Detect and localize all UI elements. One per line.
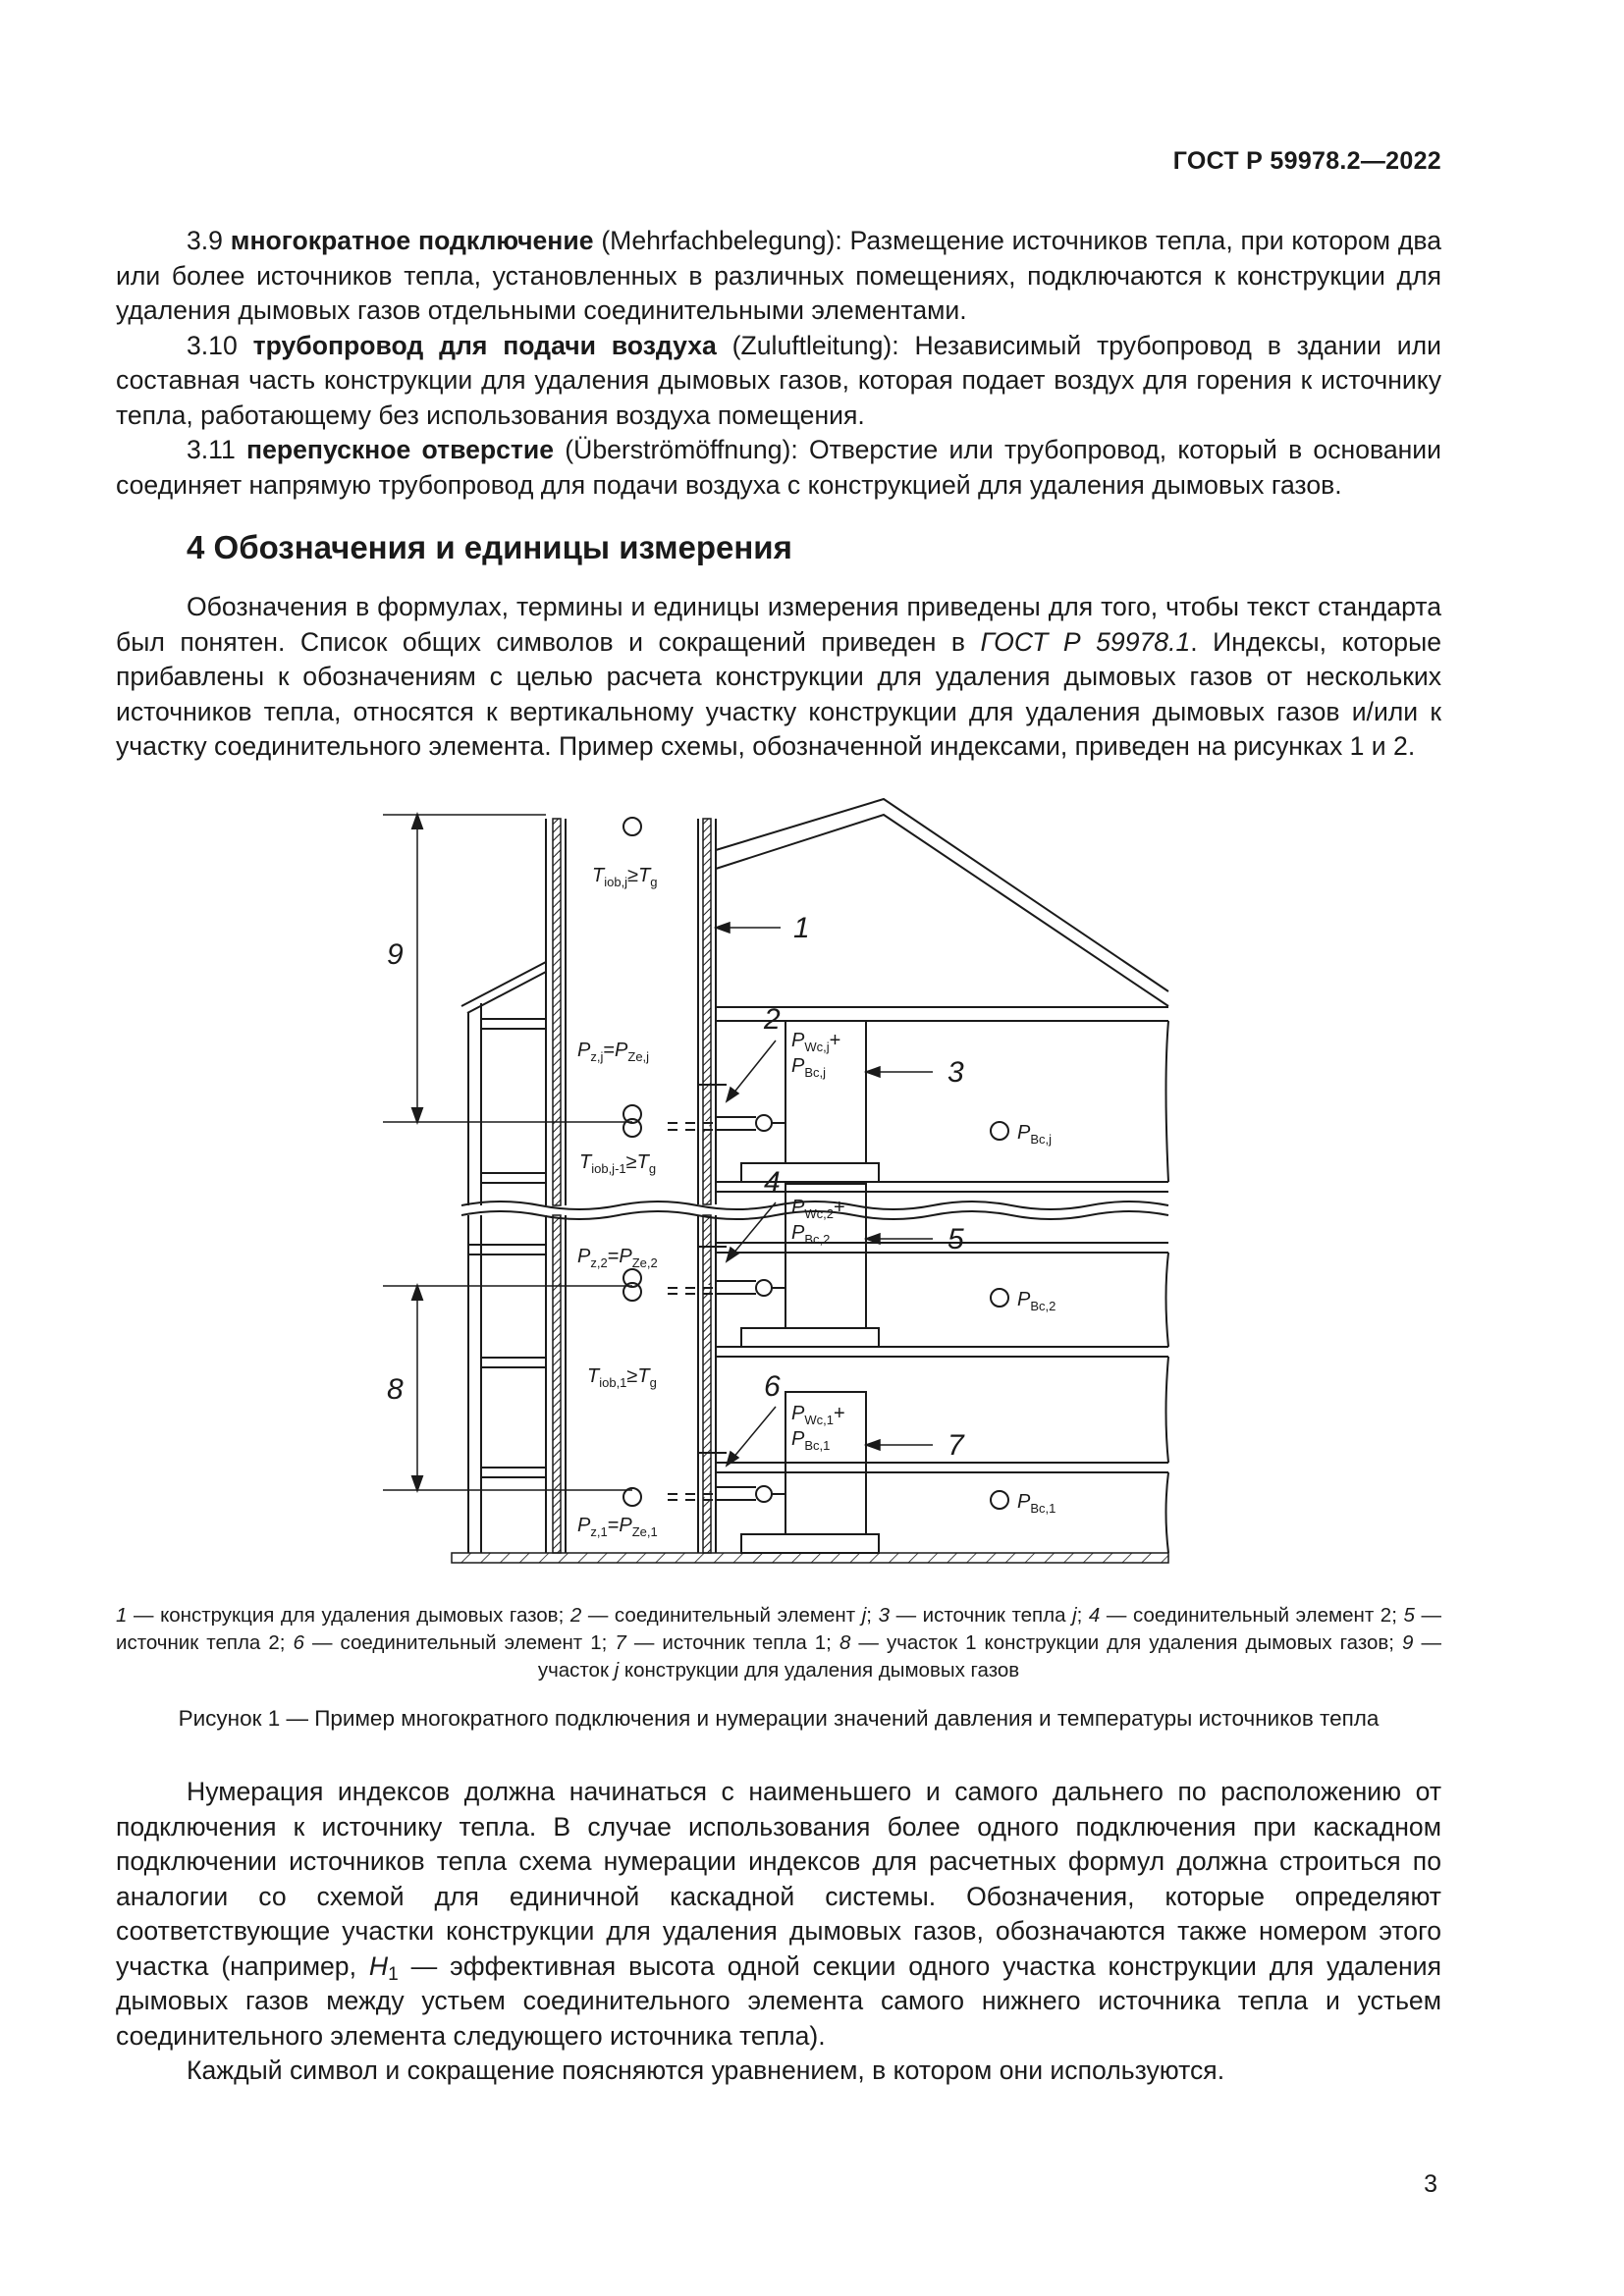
- label-p-bc-2-source: $P_{Bc,2}$: [791, 1222, 831, 1247]
- definition-term: перепускное отверстие: [246, 435, 555, 464]
- callout-3: 3: [947, 1056, 964, 1089]
- label-p-bc-2-room: $P_{Bc,2}$: [1017, 1289, 1056, 1313]
- label-p-bc-1-source: $P_{Bc,1}$: [791, 1428, 831, 1453]
- callout-8: 8: [387, 1373, 404, 1406]
- label-p-wc-2: $P_{Wc,2}+$: [791, 1197, 845, 1221]
- definition-3-11: 3.11 перепускное отверстие (Überströmöffnung): Отверстие или трубопровод, который в основании соединяет напрямую трубопровод для подачи воздуха с конструкцией для удаления дымовых газов.: [116, 435, 1442, 500]
- dimension-9: [383, 815, 632, 1122]
- page-number: 3: [1424, 2170, 1437, 2198]
- callout-5: 5: [947, 1223, 964, 1255]
- definition-3-10: 3.10 трубопровод для подачи воздуха (Zuluftleitung): Независимый трубопровод в здании или составная часть конструкции для удаления дымовых газов, которая подает воздух для горения к источнику тепла, работающему без использования воздуха помещения.: [116, 330, 1442, 430]
- figure-caption: Рисунок 1 — Пример многократного подключения и нумерации значений давления и температуры источников тепла: [178, 1706, 1380, 1731]
- paragraph: Нумерация индексов должна начинаться с наименьшего и самого дальнего по расположению от подключения к источнику тепла. В случае использования более одного подключения при каскадном подключении источников тепла схема нумерации индексов для расчетных формул должна строиться по аналогии со схемой для единичной каскадной системы. Обозначения, которые определяют соответствующие участки конструкции для удаления дымовых газов, обозначаются также номером этого участка (например, $H_1$ — эффективная высота одной секции одного участка конструкции для удаления дымовых газов между устьем соединительного элемента самого нижнего источника тепла и устьем соединительного элемента следующего источника тепла).: [116, 1777, 1441, 2051]
- paragraph: Обозначения в формулах, термины и единицы измерения приведены для того, чтобы текст стандарта был понятен. Список общих символов и сокращений приведен в ГОСТ Р 59978.1. Индексы, которые прибавлены к обозначениям с целью расчета конструкции для удаления дымовых газов от нескольких источников тепла, относятся к вертикальному участку конструкции для удаления дымовых газов и/или к участку соединительного элемента. Пример схемы, обозначенной индексами, приведен на рисунках 1 и 2.: [116, 592, 1441, 761]
- label-p-bc-j-room: $P_{Bc,j}$: [1017, 1122, 1053, 1147]
- figure-legend: 1 — конструкция для удаления дымовых газов; 2 — соединительный элемент j; 3 — источник тепла j; 4 — соединительный элемент 2; 5 — источник тепла 2; 6 — соединительный элемент 1; 7 — источник тепла 1; 8 — участок 1 конструкции для удаления дымовых газов; 9 — участок j конструкции для удаления дымовых газов: [116, 1604, 1441, 1682]
- roof: [716, 799, 1168, 1021]
- label-p-z-2: $P_{z,2}=P_{Ze,2}$: [577, 1246, 658, 1270]
- left-annex: [461, 962, 546, 1553]
- definition-3-9: 3.9 многократное подключение (Mehrfachbelegung): Размещение источников тепла, при котором два или более источников тепла, установленных в различных помещениях, подключаются к конструкции для удаления дымовых газов отдельными соединительными элементами.: [116, 226, 1441, 325]
- label-p-bc-1-room: $P_{Bc,1}$: [1017, 1491, 1056, 1516]
- symbol-h: H: [368, 1950, 389, 1981]
- section-heading: 4 Обозначения и единицы измерения: [187, 529, 792, 565]
- callout-9: 9: [387, 938, 404, 971]
- label-p-wc-j: $P_{Wc,j}+$: [791, 1030, 841, 1054]
- definition-term: трубопровод для подачи воздуха: [252, 330, 717, 360]
- callout-2: 2: [764, 1003, 781, 1036]
- document-code: ГОСТ Р 59978.2—2022: [1172, 147, 1441, 175]
- label-p-z-j: $P_{z,j}=P_{Ze,j}$: [577, 1040, 650, 1064]
- figure-1: [383, 785, 1198, 1571]
- label-p-z-1: $P_{z,1}=P_{Ze,1}$: [577, 1515, 658, 1539]
- definitions-block: [116, 224, 1441, 503]
- definition-term: многократное подключение: [230, 226, 594, 255]
- label-p-wc-1: $P_{Wc,1}+$: [791, 1403, 845, 1427]
- label-t-iob-1: $T_{iob,1}\ge T_g$: [587, 1365, 657, 1390]
- ground: [452, 1553, 1168, 1563]
- dimension-8: [383, 1286, 632, 1490]
- leader-lines: [716, 923, 933, 1466]
- section-4-intro: [116, 590, 1441, 765]
- chimney-diagram: [383, 785, 1198, 1571]
- callout-7: 7: [947, 1429, 964, 1462]
- label-t-iob-j-1: $T_{iob,j-1}\ge T_g$: [579, 1151, 657, 1176]
- paragraph: Каждый символ и сокращение поясняются уравнением, в котором они используются.: [187, 2056, 1225, 2085]
- label-t-iob-j: $T_{iob,j}\ge T_g$: [592, 865, 658, 889]
- callout-6: 6: [764, 1370, 781, 1403]
- reference-link: ГОСТ Р 59978.1: [980, 626, 1191, 657]
- section-4-continuation: [116, 1775, 1441, 2089]
- callout-4: 4: [764, 1166, 781, 1199]
- label-p-bc-j-source: $P_{Bc,j}$: [791, 1055, 827, 1080]
- callout-1: 1: [793, 912, 810, 944]
